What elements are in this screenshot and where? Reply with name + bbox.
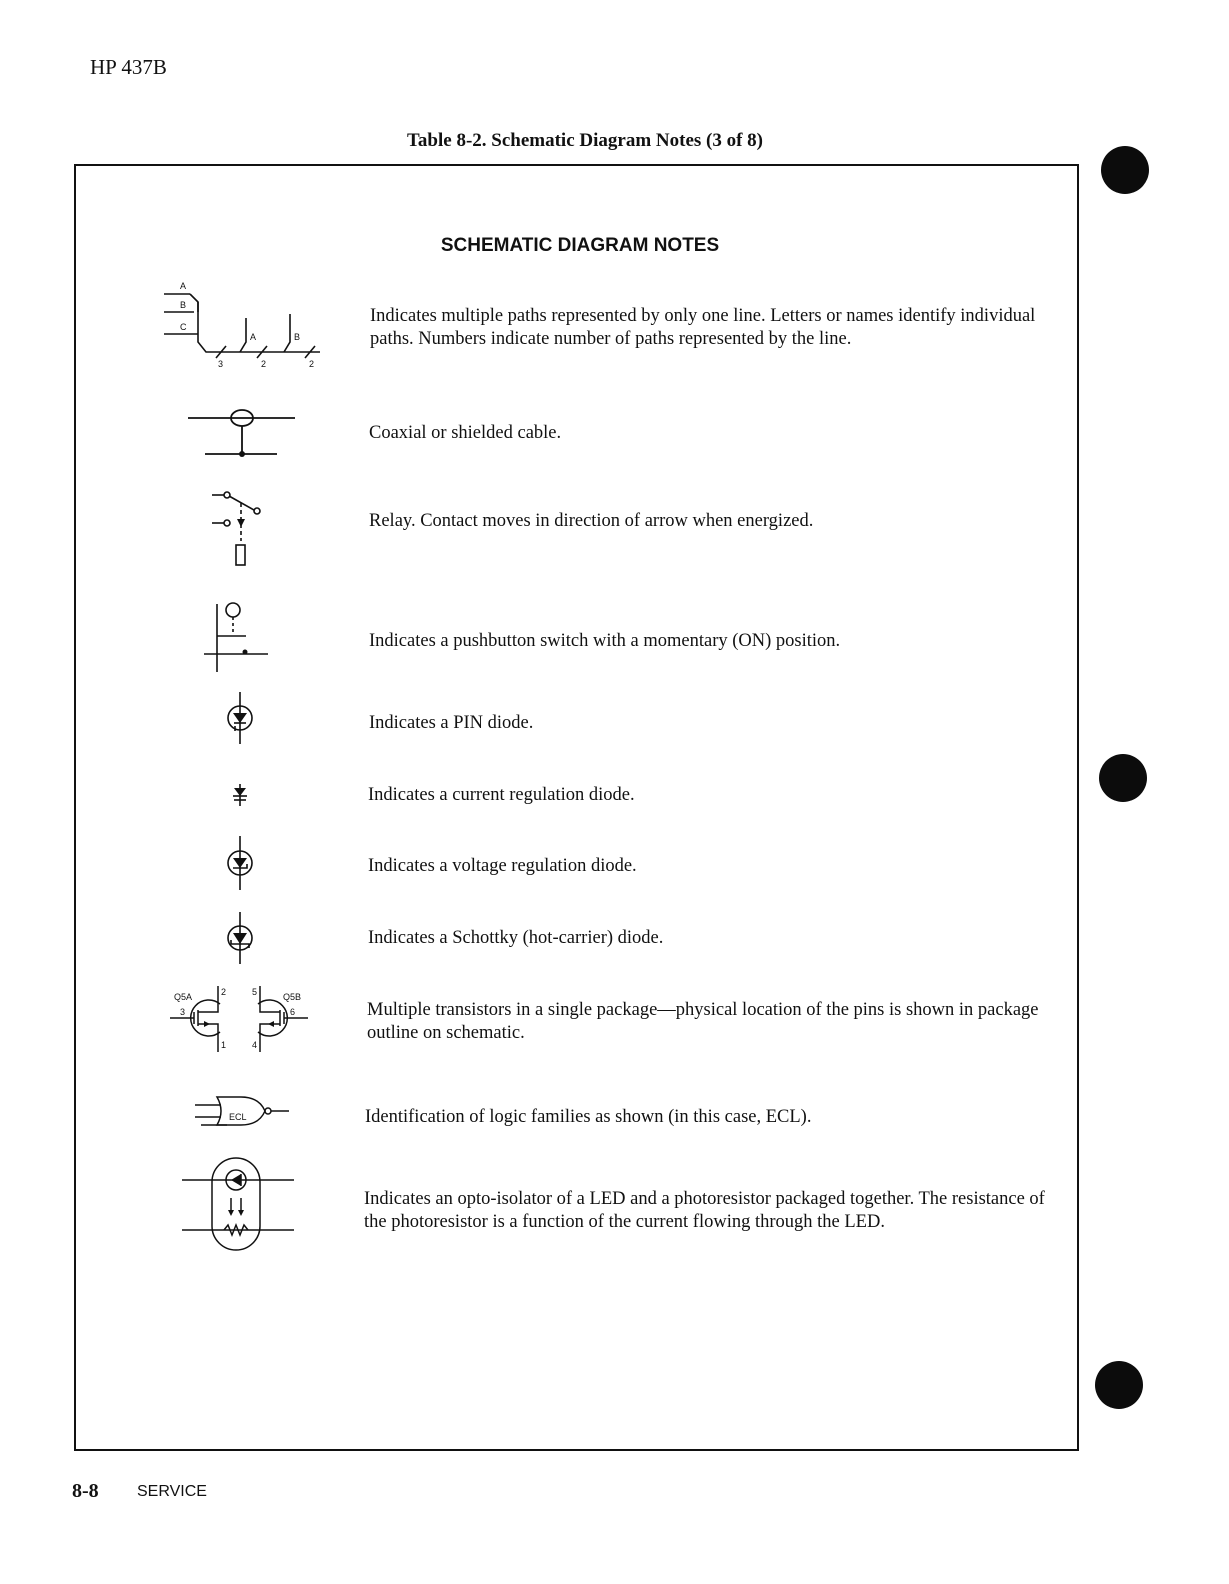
ecl-logic-gate-icon [193,1093,293,1133]
transistor-label-q5b: Q5B [283,992,302,1002]
pin-label-5: 5 [252,987,258,997]
note-description: Indicates a Schottky (hot-carrier) diode. [368,928,664,948]
document-header: HP 437B [90,55,167,79]
path-count-2b: 2 [309,359,315,369]
schottky-diode-icon [222,910,258,966]
bus-label-a: A [180,281,187,291]
pin-label-4: 4 [252,1040,258,1050]
bus-label-c: C [180,322,187,332]
binder-hole-bottom [1095,1361,1143,1409]
pin-label-2: 2 [221,987,227,997]
opto-isolator-icon [180,1154,296,1254]
note-description: Indicates multiple paths represented by only one line. Letters or names identify individual paths. Numbers indicate number of paths represented by the line. [370,306,1036,349]
page-number: 8-8 [72,1480,99,1502]
voltage-regulation-diode-icon [222,834,258,892]
multi-path-bus-icon [160,280,330,370]
dual-transistor-icon [168,982,313,1057]
notes-title: SCHEMATIC DIAGRAM NOTES [440,235,720,256]
note-description: Indicates an opto-isolator of a LED and a photoresistor packaged together. The resistance of the photoresistor is a function of the current flowing through the LED. [364,1189,1045,1232]
relay-icon [210,485,270,575]
ecl-label: ECL [229,1112,247,1122]
section-label: SERVICE [137,1483,207,1500]
path-count-2a: 2 [261,359,267,369]
binder-hole-middle [1099,754,1147,802]
pin-label-1: 1 [221,1040,227,1050]
path-count-3: 3 [218,359,224,369]
pin-label-6: 6 [290,1007,296,1017]
pin-label-3: 3 [180,1007,186,1017]
note-description: Indicates a pushbutton switch with a momentary (ON) position. [369,631,841,651]
note-description: Indicates a current regulation diode. [368,785,635,805]
note-description: Indicates a voltage regulation diode. [368,856,637,876]
transistor-label-q5a: Q5A [174,992,193,1002]
table-title: Table 8-2. Schematic Diagram Notes (3 of 8) [406,130,764,151]
binder-hole-top [1101,146,1149,194]
note-description: Coaxial or shielded cable. [369,423,562,443]
note-description: Indicates a PIN diode. [369,713,534,733]
pin-diode-icon [222,690,258,746]
note-description: Relay. Contact moves in direction of arrow when energized. [369,511,814,531]
note-description: Identification of logic families as shown (in this case, ECL). [365,1107,812,1127]
coaxial-cable-icon [185,402,300,462]
current-regulation-diode-icon [228,782,252,808]
note-description: Multiple transistors in a single package—physical location of the pins is shown in package outline on schematic. [367,1000,1039,1043]
tap-label-a: A [250,332,257,342]
tap-label-b: B [294,332,301,342]
bus-label-b: B [180,300,187,310]
pushbutton-switch-icon [200,600,275,675]
